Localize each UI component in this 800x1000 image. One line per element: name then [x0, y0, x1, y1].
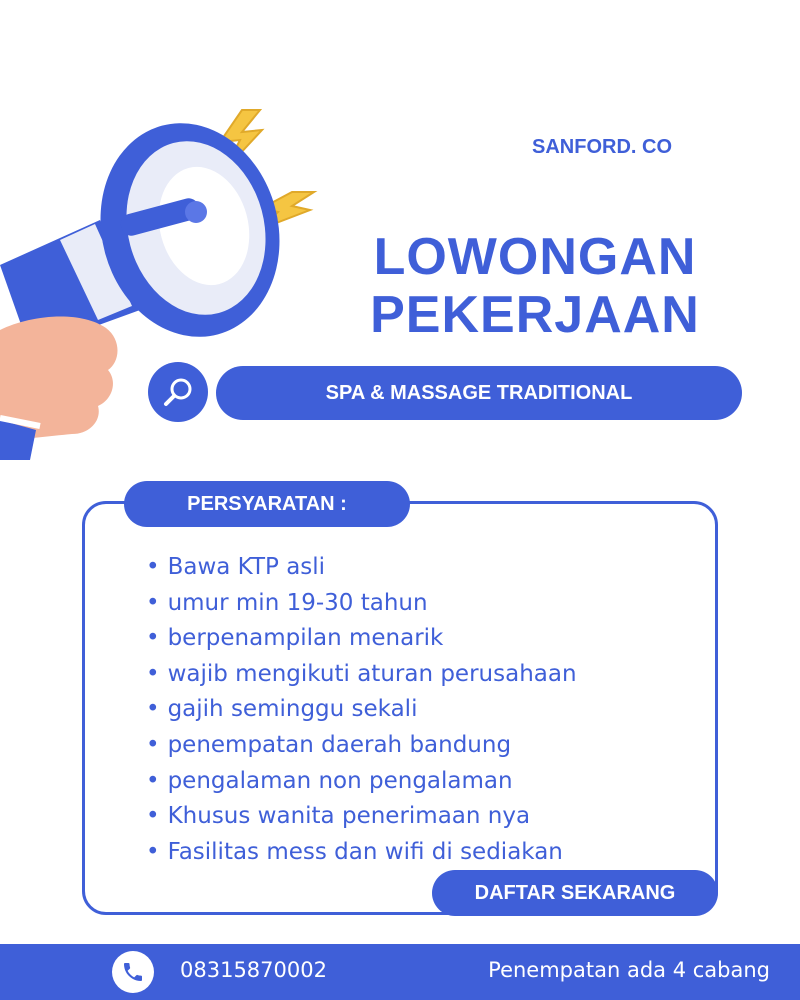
- magnifier-icon: [161, 375, 195, 409]
- headline-line-2: PEKERJAAN: [370, 286, 700, 344]
- list-item: • Bawa KTP asli: [146, 550, 706, 586]
- phone-icon: [121, 960, 145, 984]
- headline: [330, 228, 740, 344]
- list-item: • wajib mengikuti aturan perusahaan: [146, 657, 706, 693]
- requirements-list: [146, 550, 706, 870]
- list-item: • Fasilitas mess dan wifi di sediakan: [146, 835, 706, 871]
- list-item: • Khusus wanita penerimaan nya: [146, 799, 706, 835]
- list-item: • berpenampilan menarik: [146, 621, 706, 657]
- list-item: • pengalaman non pengalaman: [146, 764, 706, 800]
- list-item: • gajih seminggu sekali: [146, 692, 706, 728]
- search-badge: [148, 362, 208, 422]
- requirements-title: PERSYARATAN :: [124, 481, 410, 527]
- phone-number[interactable]: 08315870002: [180, 958, 327, 982]
- branches-note: Penempatan ada 4 cabang: [488, 958, 770, 982]
- register-now-button[interactable]: DAFTAR SEKARANG: [432, 870, 718, 916]
- phone-badge: [112, 951, 154, 993]
- brand-name: SANFORD. CO: [532, 136, 672, 158]
- list-item: • umur min 19-30 tahun: [146, 586, 706, 622]
- megaphone-illustration: [0, 100, 340, 480]
- list-item: • penempatan daerah bandung: [146, 728, 706, 764]
- position-banner: SPA & MASSAGE TRADITIONAL: [216, 366, 742, 420]
- headline-line-1: LOWONGAN: [373, 228, 697, 286]
